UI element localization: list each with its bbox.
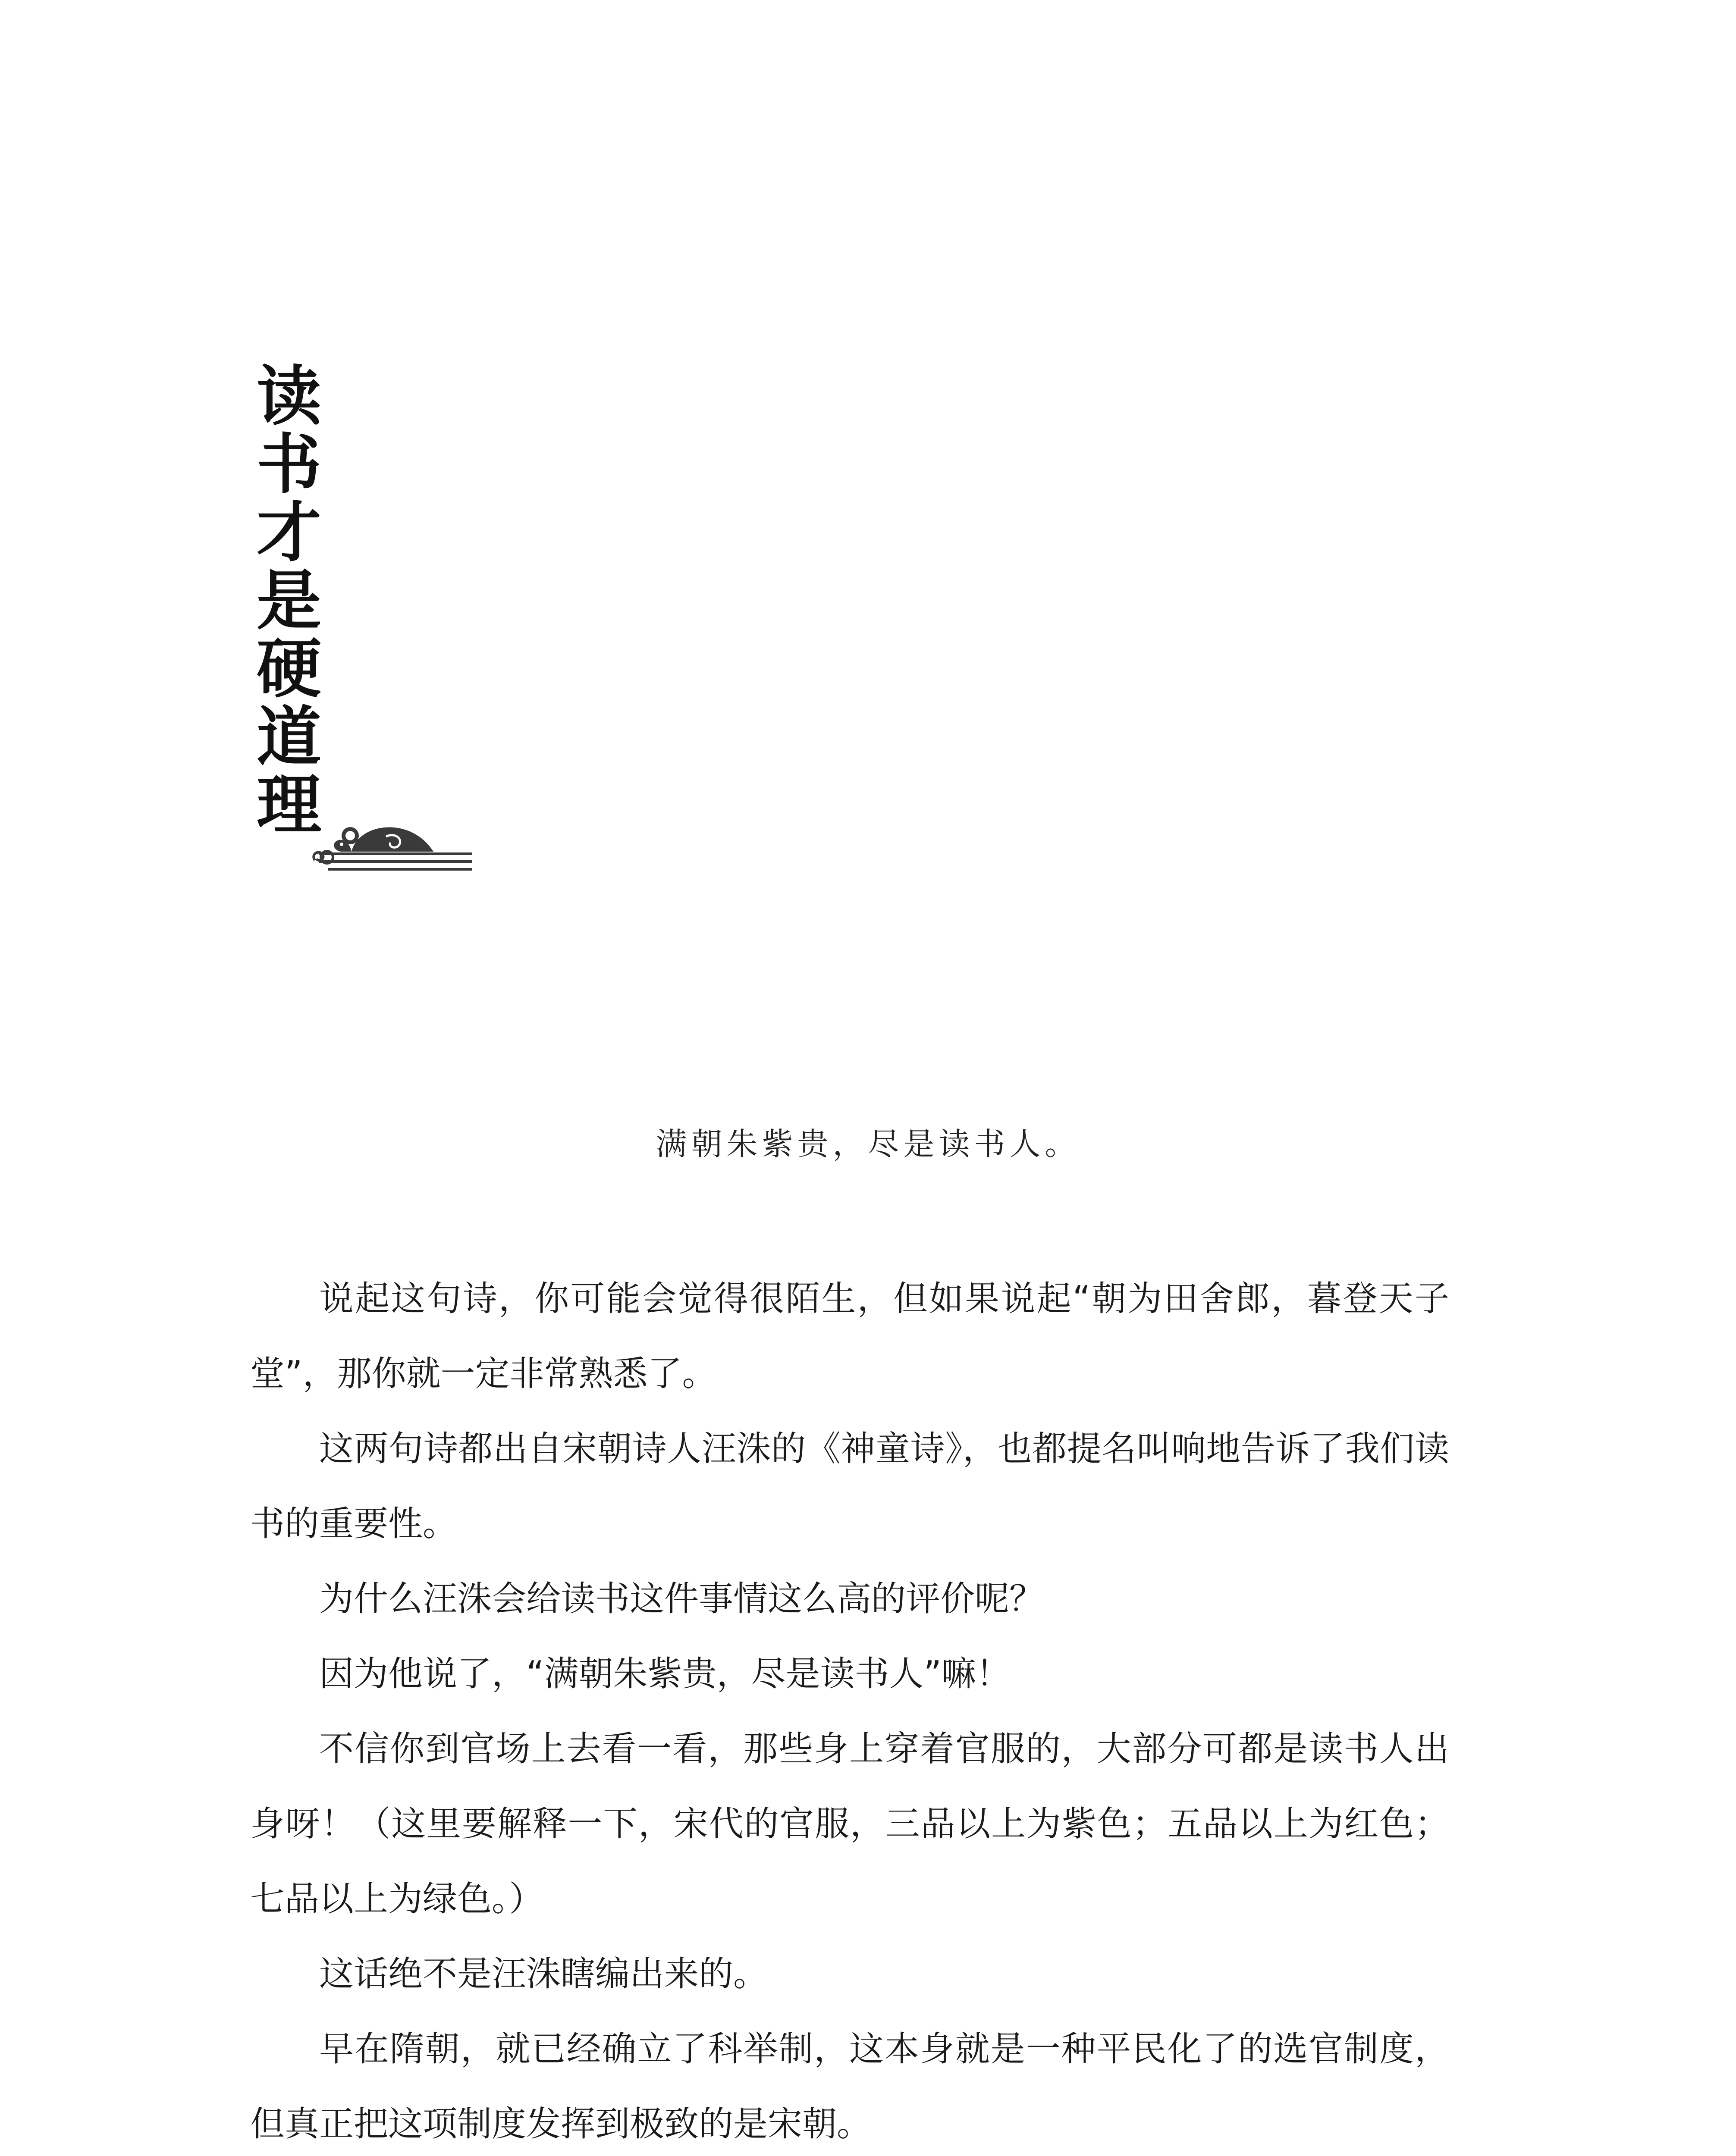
chapter-title-char: 道 xyxy=(256,699,321,775)
chapter-title-char: 才 xyxy=(256,495,321,570)
paragraph: 这话绝不是汪洙瞎编出来的。 xyxy=(319,1954,768,1994)
chapter-title-char: 读 xyxy=(256,358,321,434)
paragraph: 这两句诗都出自宋朝诗人汪洙的《神童诗》，也都提名叫响地告诉了我们读书的重要性。 xyxy=(250,1429,1449,1544)
chapter-title xyxy=(250,358,328,843)
paragraph: 因为他说了，“满朝朱紫贵，尽是读书人”嘛！ xyxy=(319,1654,1011,1694)
paragraph: 不信你到官场上去看一看，那些身上穿着官服的，大部分可都是读书人出身呀！（这里要解释一下，宋代的官服，三品以上为紫色；五品以上为红色；七品以上为绿色。） xyxy=(250,1729,1449,1919)
epigraph: 满朝朱紫贵，尽是读书人。 xyxy=(656,1126,1080,1162)
paragraph: 为什么汪洙会给读书这件事情这么高的评价呢？ xyxy=(319,1579,1044,1619)
paragraph: 说起这句诗，你可能会觉得很陌生，但如果说起“朝为田舍郎，暮登天子堂”，那你就一定非常熟悉了。 xyxy=(250,1279,1449,1394)
body-text xyxy=(250,1261,1449,2156)
chapter-title-char: 是 xyxy=(256,563,321,639)
chapter-title-char: 书 xyxy=(256,426,321,502)
paragraph: 早在隋朝，就已经确立了科举制，这本身就是一种平民化了的选官制度，但真正把这项制度发挥到极致的是宋朝。 xyxy=(250,2029,1449,2144)
chapter-title-char: 硬 xyxy=(256,631,321,707)
chapter-title-char: 理 xyxy=(256,767,321,843)
mouse-icon xyxy=(311,811,474,880)
